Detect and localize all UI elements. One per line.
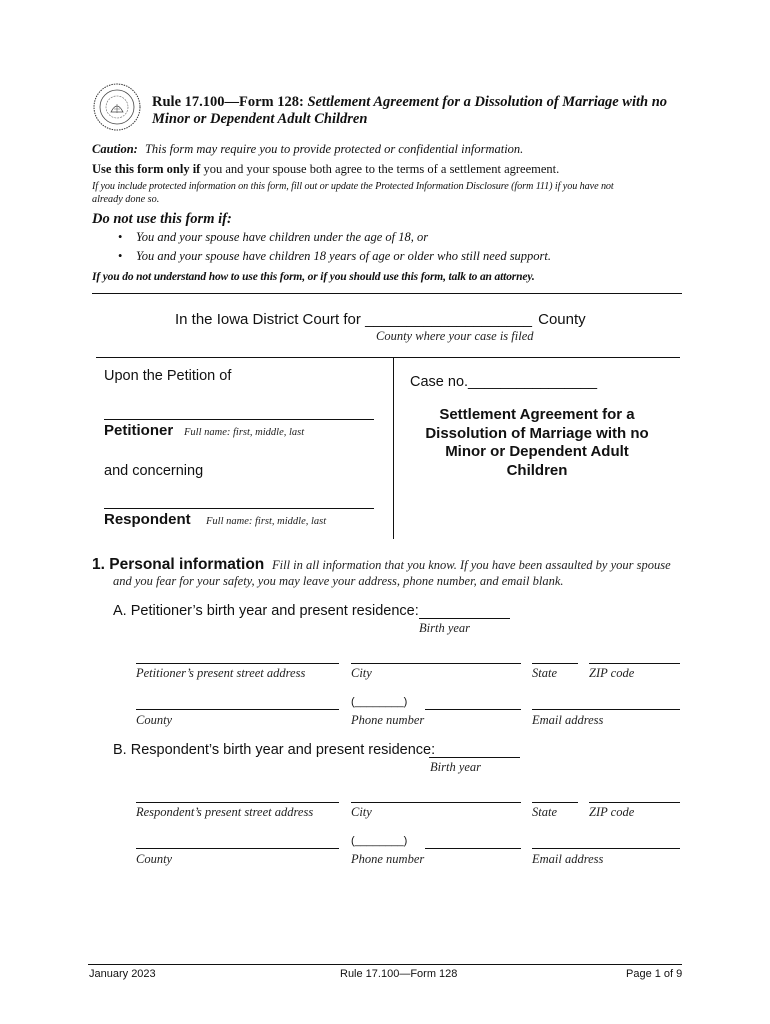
petitioner-birth-year-line[interactable]: [419, 618, 510, 619]
respondent-residence-label: B. Respondent’s birth year and present residence:: [113, 742, 436, 758]
caption-box-divider: [393, 357, 394, 539]
respondent-phone-caption: Phone number: [351, 852, 425, 866]
document-title-line-4: Children: [506, 461, 568, 479]
petitioner-street-caption: Petitioner’s present street address: [136, 666, 306, 680]
petitioner-zip-caption: ZIP code: [589, 666, 635, 680]
respondent-phone-area[interactable]: (________): [351, 835, 408, 847]
caution-text: This form may require you to provide protected or confidential information.: [144, 142, 524, 156]
attorney-note: If you do not understand how to use this form, or if you should use this form, talk to an attorney.: [92, 271, 535, 283]
upon-petition: Upon the Petition of: [104, 368, 232, 384]
use-only-text: you and your spouse both agree to the terms of a settlement agreement.: [203, 162, 560, 176]
respondent-phone-line[interactable]: [425, 848, 521, 849]
respondent-county-line[interactable]: [136, 848, 339, 849]
petitioner-birth-year-caption: Birth year: [419, 621, 471, 635]
document-title-line-3: Minor or Dependent Adult: [445, 443, 629, 460]
court-prefix: In the Iowa District Court for: [175, 311, 361, 328]
document-title-line-1: Settlement Agreement for a: [439, 406, 635, 423]
footer-date: January 2023: [89, 968, 156, 980]
header-divider: [92, 293, 682, 294]
respondent-state-caption: State: [532, 805, 557, 819]
respondent-name-line[interactable]: [104, 508, 374, 509]
petitioner-phone-line[interactable]: [425, 709, 521, 710]
section-1-instructions-2: and you fear for your safety, you may leave your address, phone number, and email blank.: [113, 574, 564, 588]
court-line: [175, 311, 586, 328]
and-concerning: and concerning: [104, 463, 204, 479]
footer-divider: [88, 964, 682, 965]
county-caption: County where your case is filed: [376, 329, 534, 343]
protected-info-line-2: already done so.: [92, 194, 160, 205]
form-title-line-2: Minor or Dependent Adult Children: [152, 111, 368, 127]
iowa-judicial-seal: [92, 82, 142, 132]
respondent-zip-caption: ZIP code: [589, 805, 635, 819]
respondent-county-caption: County: [136, 852, 173, 866]
petitioner-city-line[interactable]: [351, 663, 521, 664]
form-title-line-1: Settlement Agreement for a Dissolution of Marriage with no: [307, 94, 668, 110]
petitioner-state-line[interactable]: [532, 663, 578, 664]
respondent-city-caption: City: [351, 805, 372, 819]
respondent-email-caption: Email address: [532, 852, 604, 866]
petitioner-phone-area[interactable]: (________): [351, 696, 408, 708]
form-title: [152, 94, 667, 111]
petitioner-zip-line[interactable]: [589, 663, 680, 664]
respondent-city-line[interactable]: [351, 802, 521, 803]
section-1-instructions-1: Fill in all information that you know. If you have been assaulted by your spouse: [272, 558, 671, 572]
petitioner-city-caption: City: [351, 666, 372, 680]
respondent-hint: Full name: first, middle, last: [206, 516, 327, 527]
caption-box-top: [96, 357, 680, 358]
footer-page-number: Page 1 of 9: [626, 968, 683, 980]
respondent-street-caption: Respondent’s present street address: [136, 805, 314, 819]
do-not-use-bullet-2: • You and your spouse have children 18 years of age or older who still need support.: [136, 249, 551, 264]
do-not-use-heading: Do not use this form if:: [92, 211, 232, 227]
caution-label: Caution:: [92, 142, 138, 156]
petitioner-email-caption: Email address: [532, 713, 604, 727]
court-suffix: County: [538, 311, 586, 328]
respondent-state-line[interactable]: [532, 802, 578, 803]
protected-info-line-1: If you include protected information on this form, fill out or update the Protected Information Disclosure (form 111) if you have not: [92, 181, 614, 192]
petitioner-hint: Full name: first, middle, last: [184, 427, 305, 438]
petitioner-county-line[interactable]: [136, 709, 339, 710]
county-blank[interactable]: ____________________: [365, 311, 532, 328]
footer-form-number: Rule 17.100—Form 128: [340, 968, 458, 980]
petitioner-street-line[interactable]: [136, 663, 339, 664]
caution-line: [92, 142, 523, 157]
respondent-birth-year-line[interactable]: [429, 757, 520, 758]
petitioner-email-line[interactable]: [532, 709, 680, 710]
respondent-birth-year-caption: Birth year: [430, 760, 482, 774]
use-only-label: Use this form only if: [92, 162, 201, 176]
respondent-label: Respondent: [104, 511, 191, 528]
use-only-line: [92, 162, 559, 177]
petitioner-name-line[interactable]: [104, 419, 374, 420]
petitioner-county-caption: County: [136, 713, 173, 727]
petitioner-label: Petitioner: [104, 422, 174, 439]
document-title-line-2: Dissolution of Marriage with no: [425, 424, 649, 442]
section-1-title: 1. Personal information: [92, 556, 265, 573]
respondent-email-line[interactable]: [532, 848, 680, 849]
do-not-use-bullet-1: • You and your spouse have children under the age of 18, or: [136, 230, 428, 245]
case-number-field[interactable]: Case no.________________: [410, 374, 598, 390]
petitioner-phone-caption: Phone number: [351, 713, 425, 727]
rule-prefix: Rule 17.100—Form 128:: [152, 94, 304, 110]
respondent-street-line[interactable]: [136, 802, 339, 803]
respondent-zip-line[interactable]: [589, 802, 680, 803]
petitioner-state-caption: State: [532, 666, 557, 680]
document-title: [403, 406, 671, 480]
petitioner-residence-label: A. Petitioner’s birth year and present residence:: [113, 603, 419, 619]
